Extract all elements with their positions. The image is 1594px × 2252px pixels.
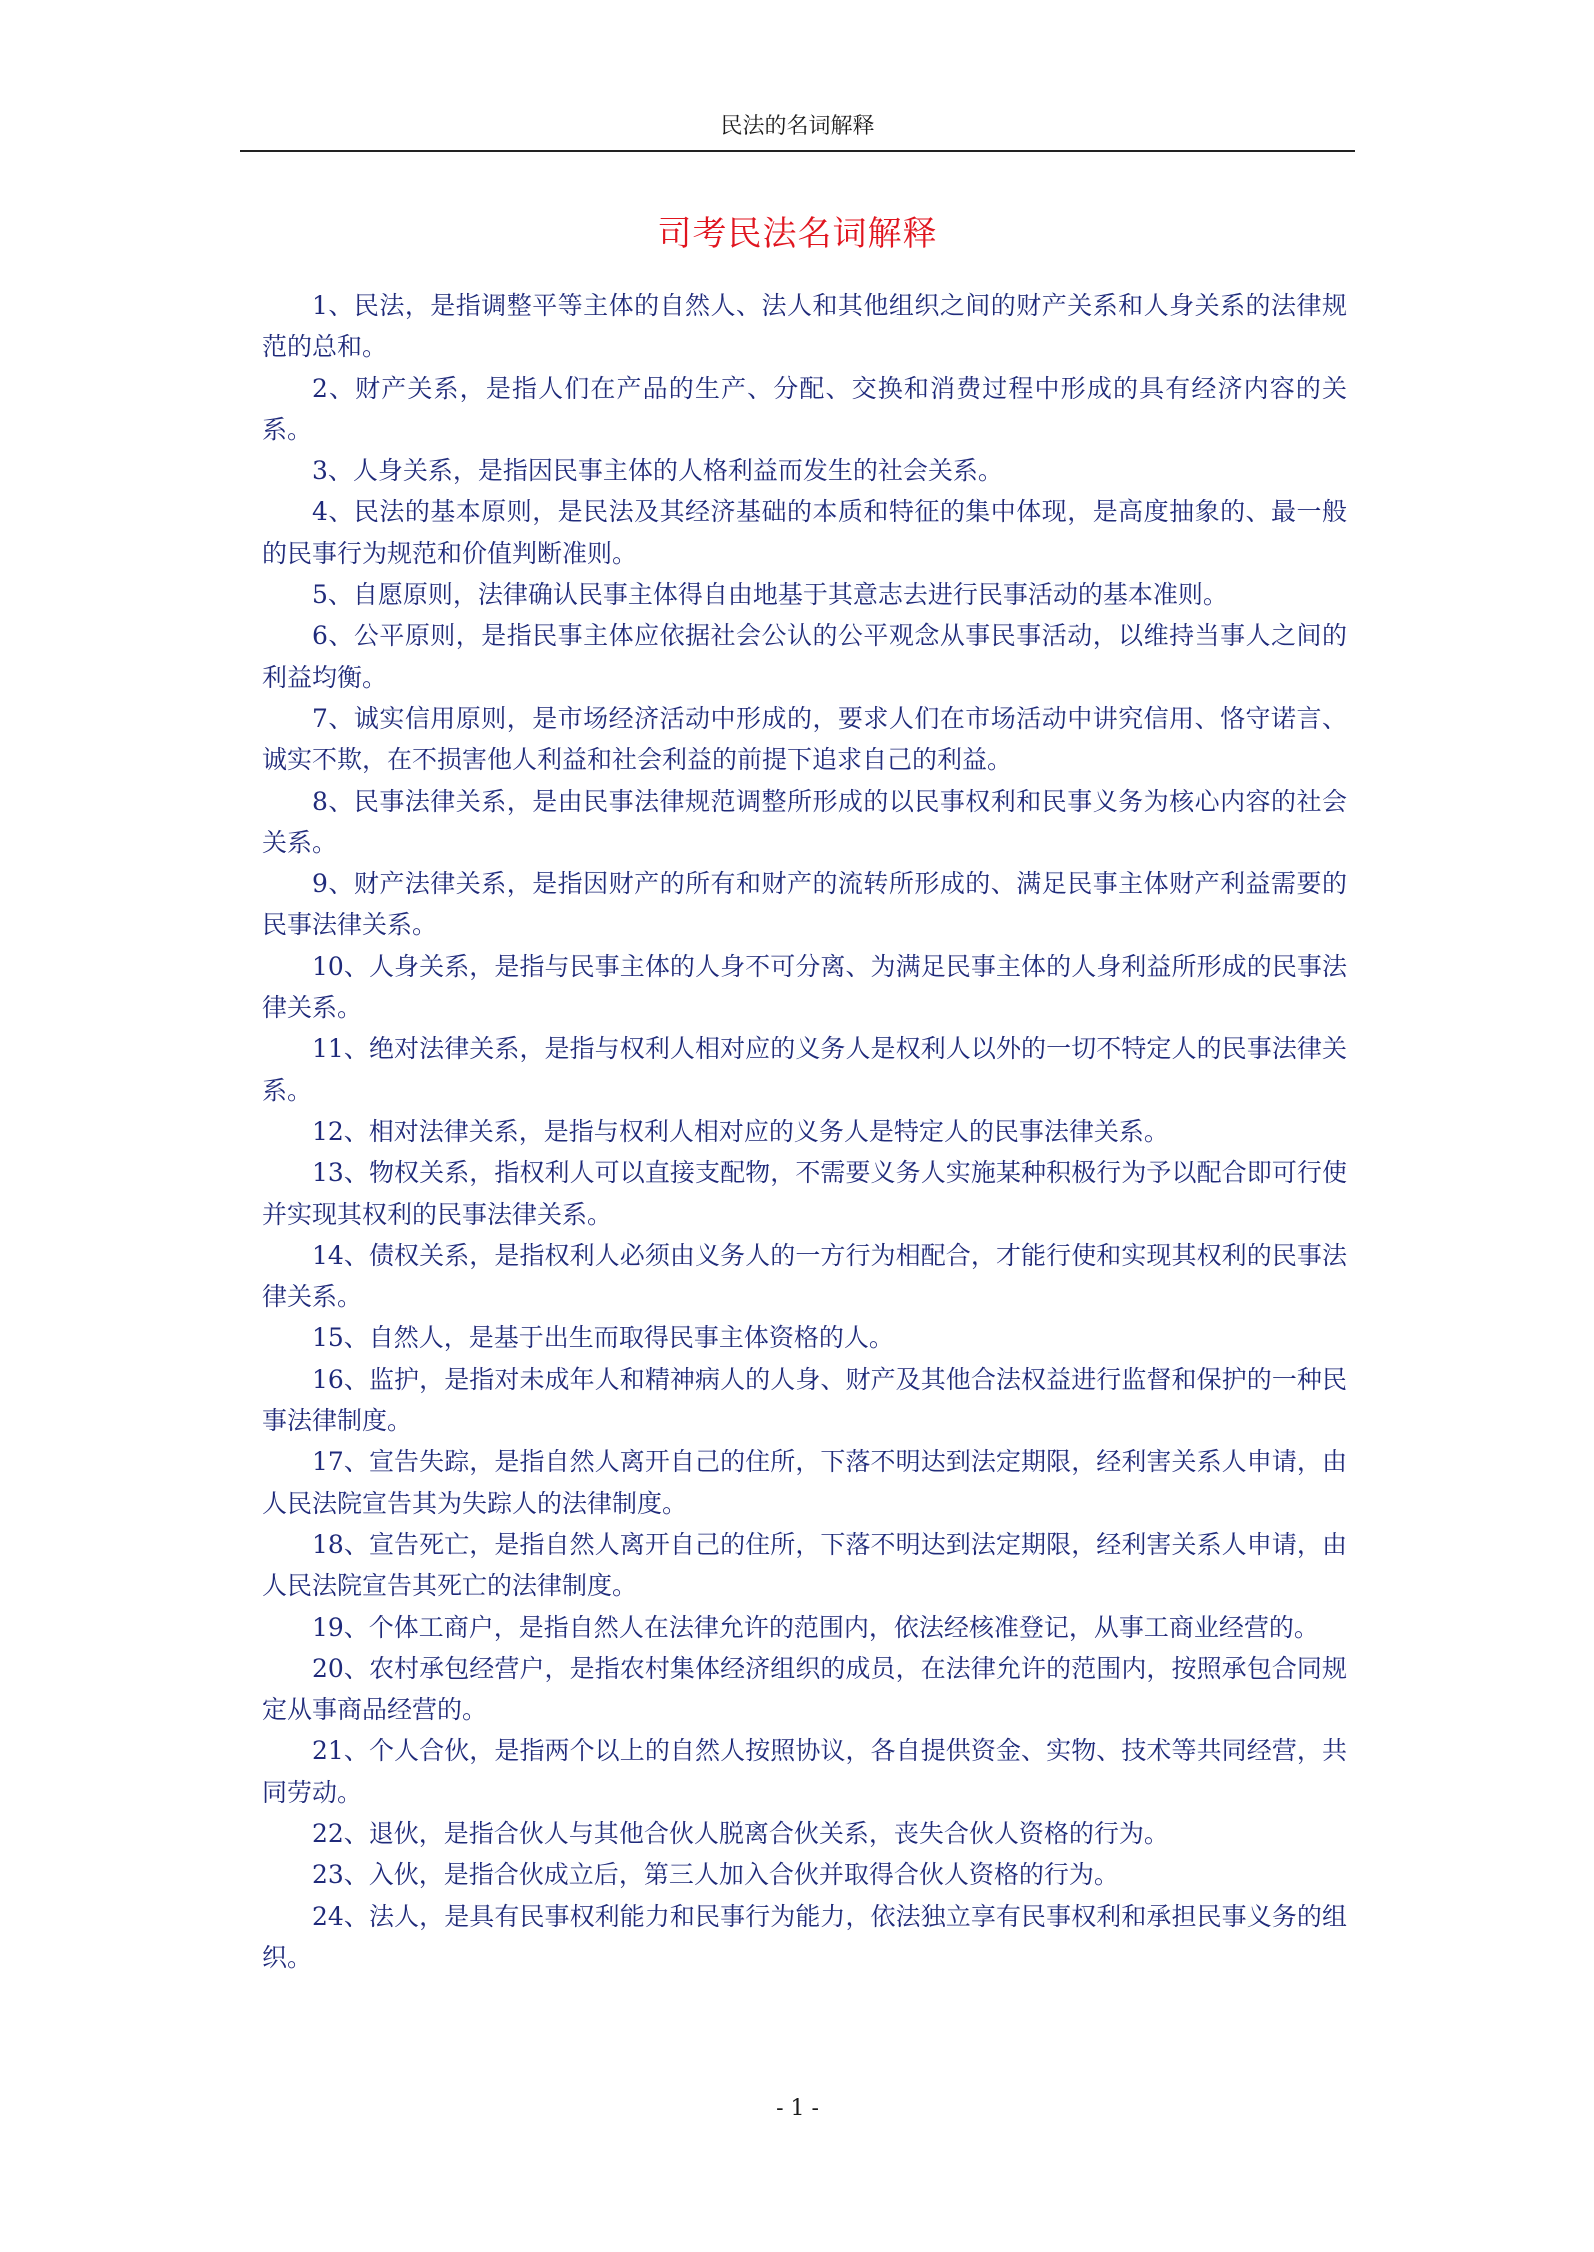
definition-paragraph: 23、入伙，是指合伙成立后，第三人加入合伙并取得合伙人资格的行为。 bbox=[312, 1860, 1119, 1890]
definition-paragraph: 10、人身关系，是指与民事主体的人身不可分离、为满足民事主体的人身利益所形成的民事法律关系。 bbox=[262, 951, 1347, 1023]
header-rule bbox=[240, 150, 1355, 152]
definition-paragraph: 16、监护，是指对未成年人和精神病人的人身、财产及其他合法权益进行监督和保护的一种民事法律制度。 bbox=[262, 1364, 1347, 1436]
definition-paragraph: 3、人身关系，是指因民事主体的人格利益而发生的社会关系。 bbox=[312, 456, 1003, 486]
definition-paragraph: 12、相对法律关系，是指与权利人相对应的义务人是特定人的民事法律关系。 bbox=[312, 1116, 1169, 1146]
definition-paragraph: 8、民事法律关系，是由民事法律规范调整所形成的以民事权利和民事义务为核心内容的社会关系。 bbox=[262, 786, 1347, 857]
definition-paragraph: 9、财产法律关系，是指因财产的所有和财产的流转所形成的、满足民事主体财产利益需要的民事法律关系。 bbox=[262, 869, 1347, 940]
definition-paragraph: 4、民法的基本原则，是民法及其经济基础的本质和特征的集中体现，是高度抽象的、最一般的民事行为规范和价值判断准则。 bbox=[262, 497, 1347, 568]
document-body bbox=[262, 285, 1347, 1978]
definition-paragraph: 11、绝对法律关系，是指与权利人相对应的义务人是权利人以外的一切不特定人的民事法律关系。 bbox=[262, 1034, 1347, 1105]
definition-paragraph: 14、债权关系，是指权利人必须由义务人的一方行为相配合，才能行使和实现其权利的民事法律关系。 bbox=[262, 1240, 1347, 1312]
document-title: 司考民法名词解释 bbox=[657, 214, 938, 254]
definition-paragraph: 7、诚实信用原则，是市场经济活动中形成的，要求人们在市场活动中讲究信用、恪守诺言、诚实不欺，在不损害他人利益和社会利益的前提下追求自己的利益。 bbox=[262, 703, 1347, 775]
page-number: - 1 - bbox=[776, 2096, 819, 2121]
definition-paragraph: 5、自愿原则，法律确认民事主体得自由地基于其意志去进行民事活动的基本准则。 bbox=[312, 580, 1228, 610]
definition-paragraph: 22、退伙，是指合伙人与其他合伙人脱离合伙关系，丧失合伙人资格的行为。 bbox=[312, 1818, 1169, 1848]
definition-paragraph: 1、民法，是指调整平等主体的自然人、法人和其他组织之间的财产关系和人身关系的法律规范的总和。 bbox=[262, 291, 1347, 362]
definition-paragraph: 21、个人合伙，是指两个以上的自然人按照协议，各自提供资金、实物、技术等共同经营，共同劳动。 bbox=[262, 1736, 1347, 1807]
definition-paragraph: 6、公平原则，是指民事主体应依据社会公认的公平观念从事民事活动，以维持当事人之间的利益均衡。 bbox=[262, 621, 1347, 692]
definition-paragraph: 20、农村承包经营户，是指农村集体经济组织的成员，在法律允许的范围内，按照承包合同规定从事商品经营的。 bbox=[262, 1653, 1347, 1725]
definition-paragraph: 2、财产关系，是指人们在产品的生产、分配、交换和消费过程中形成的具有经济内容的关系。 bbox=[262, 373, 1347, 444]
definition-paragraph: 13、物权关系，指权利人可以直接支配物，不需要义务人实施某种积极行为予以配合即可行使并实现其权利的民事法律关系。 bbox=[262, 1158, 1347, 1229]
definition-paragraph: 18、宣告死亡，是指自然人离开自己的住所，下落不明达到法定期限，经利害关系人申请，由人民法院宣告其死亡的法律制度。 bbox=[262, 1529, 1347, 1601]
definition-paragraph: 15、自然人，是基于出生而取得民事主体资格的人。 bbox=[312, 1323, 894, 1353]
running-header: 民法的名词解释 bbox=[720, 114, 875, 139]
definition-paragraph: 24、法人，是具有民事权利能力和民事行为能力，依法独立享有民事权利和承担民事义务的组织。 bbox=[262, 1901, 1347, 1972]
definition-paragraph: 17、宣告失踪，是指自然人离开自己的住所，下落不明达到法定期限，经利害关系人申请，由人民法院宣告其为失踪人的法律制度。 bbox=[262, 1447, 1347, 1518]
definition-paragraph: 19、个体工商户，是指自然人在法律允许的范围内，依法经核准登记，从事工商业经营的。 bbox=[312, 1612, 1319, 1642]
